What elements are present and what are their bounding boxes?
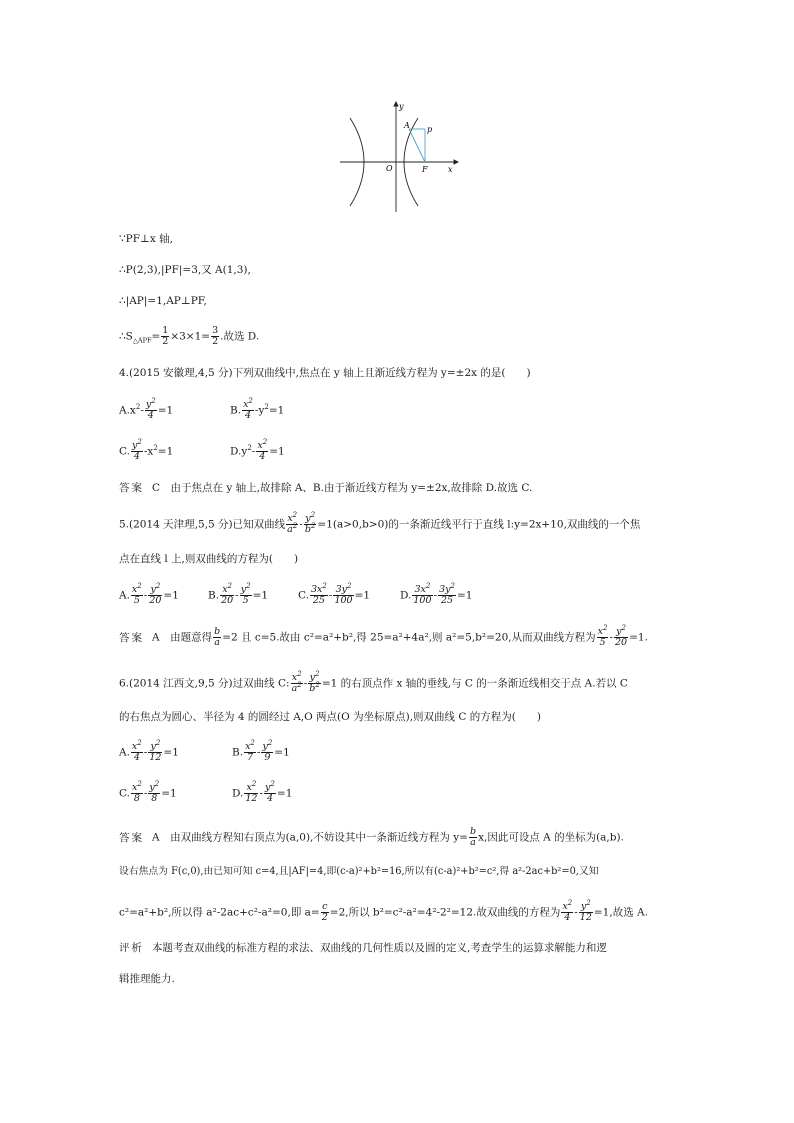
q6-answer-line2: 设右焦点为 F(c,0),由已知可知 c=4,且|AF|=4,即(c-a)²+b²=16,所以有(c-a)²+b²=c²,得 a²-2ac+b²=0,又知 <box>119 866 599 877</box>
q6-answer-line1: 答案 A 由双曲线方程知右顶点为(a,0),不妨设其中一条渐近线方程为 y= $\frac{b}{a}$ x,因此可设点 A 的坐标为(a,b). <box>119 826 624 848</box>
q5-option-d: D. $\frac{3x^2}{100}$ - $\frac{3y^2}{25}$ =1 <box>400 581 473 606</box>
q5-stem-line2: 点在直线 l 上,则双曲线的方程为( ) <box>119 553 299 565</box>
q5-option-b: B. $\frac{x^2}{20}$ - $\frac{y^2}{5}$ =1 <box>208 581 269 606</box>
q5-stem-line1: 5.(2014 天津理,5,5 分)已知双曲线 $\frac{x^2}{a^2}$ - $\frac{y^2}{b^2}$ =1(a>0,b>0)的一条渐近线平行于直线 l:y=2x+10,双曲线的一个焦 <box>119 510 641 535</box>
q6-stem-line1: 6.(2014 江西文,9,5 分)过双曲线 C: $\frac{x^2}{a^2}$ - $\frac{y^2}{b^2}$ =1 的右顶点作 x 轴的垂线,与 C 的一条渐近线相交于点 A.若以 C <box>119 669 628 694</box>
solution3-line3: ∴|AP|=1,AP⊥PF, <box>119 295 207 307</box>
x-axis-arrow <box>454 160 458 164</box>
q6-stem-line2: 的右焦点为圆心、半径为 4 的圆经过 A,O 两点(O 为坐标原点),则双曲线 C 的方程为( ) <box>119 711 541 723</box>
segment-af <box>409 129 425 162</box>
solution3-line4: $\therefore S_{\triangle APF}=$ $\frac{1}{2}$ ×3×1= $\frac{3}{2}$ .故选 D. <box>119 325 260 347</box>
q5-answer: 答案 A 由题意得 $\frac{b}{a}$ =2 且 c=5.故由 c²=a²+b²,得 25=a²+4a²,则 a²=5,b²=20,从而双曲线方程为 $\frac{x^2}{5}$ - $\frac{y^2}{20}$ =1. <box>119 623 648 648</box>
q4-answer: 答案 C 由于焦点在 y 轴上,故排除 A、B.由于渐近线方程为 y=±2x,故排除 D.故选 C. <box>119 482 533 494</box>
q4-stem: 4.(2015 安徽理,4,5 分)下列双曲线中,焦点在 y 轴上且渐近线方程为 y=±2x 的是( ) <box>119 367 531 379</box>
q6-answer-line3: c²=a²+b²,所以得 a²-2ac+c²-a²=0,即 a= $\frac{c}{2}$ =2,所以 b²=c²-a²=4²-2²=12.故双曲线的方程为 $\frac{x^2}{4}$ - $\frac{y^2}{12}$ =1,故选 A. <box>119 898 648 923</box>
hyperbola-figure <box>338 100 460 214</box>
q4-option-a: $A.x^2-$ $\frac{y^2}{4}$ =1 <box>119 396 174 421</box>
q4-option-c: C. $\frac{y^2}{4}$ $-x^2=1$ <box>119 437 174 462</box>
review-line1: 评析 本题考查双曲线的标准方程的求法、双曲线的几何性质以及圆的定义,考查学生的运算求解能力和逻 <box>119 942 607 954</box>
q6-option-d: D. $\frac{x^2}{12}$ - $\frac{y^2}{4}$ =1 <box>232 779 293 804</box>
label-o: O <box>386 164 393 173</box>
label-x: x <box>448 165 453 174</box>
solution3-line1: ∵PF⊥x 轴, <box>119 233 174 245</box>
label-p: p <box>427 125 433 134</box>
q6-option-a: A. $\frac{x^2}{4}$ - $\frac{y^2}{12}$ =1 <box>119 738 179 763</box>
y-axis-arrow <box>394 102 398 106</box>
solution3-line2: ∴P(2,3),|PF|=3,又 A(1,3), <box>119 264 251 276</box>
q5-option-a: A. $\frac{x^2}{5}$ - $\frac{y^2}{20}$ =1 <box>119 581 179 606</box>
q6-option-c: C. $\frac{x^2}{8}$ - $\frac{y^2}{8}$ =1 <box>119 779 177 804</box>
label-a: A <box>404 121 410 130</box>
label-y: y <box>399 102 404 111</box>
q4-option-d: $D.y^2-$ $\frac{x^2}{4}$ =1 <box>230 437 285 462</box>
label-f: F <box>422 165 428 174</box>
q6-option-b: B. $\frac{x^2}{7}$ - $\frac{y^2}{9}$ =1 <box>232 738 290 763</box>
q4-option-b: B. $\frac{x^2}{4}$ $-y^2=1$ <box>230 396 285 421</box>
review-line2: 辑推理能力. <box>119 973 175 985</box>
q5-option-c: C. $\frac{3x^2}{25}$ - $\frac{3y^2}{100}$ =1 <box>298 581 371 606</box>
